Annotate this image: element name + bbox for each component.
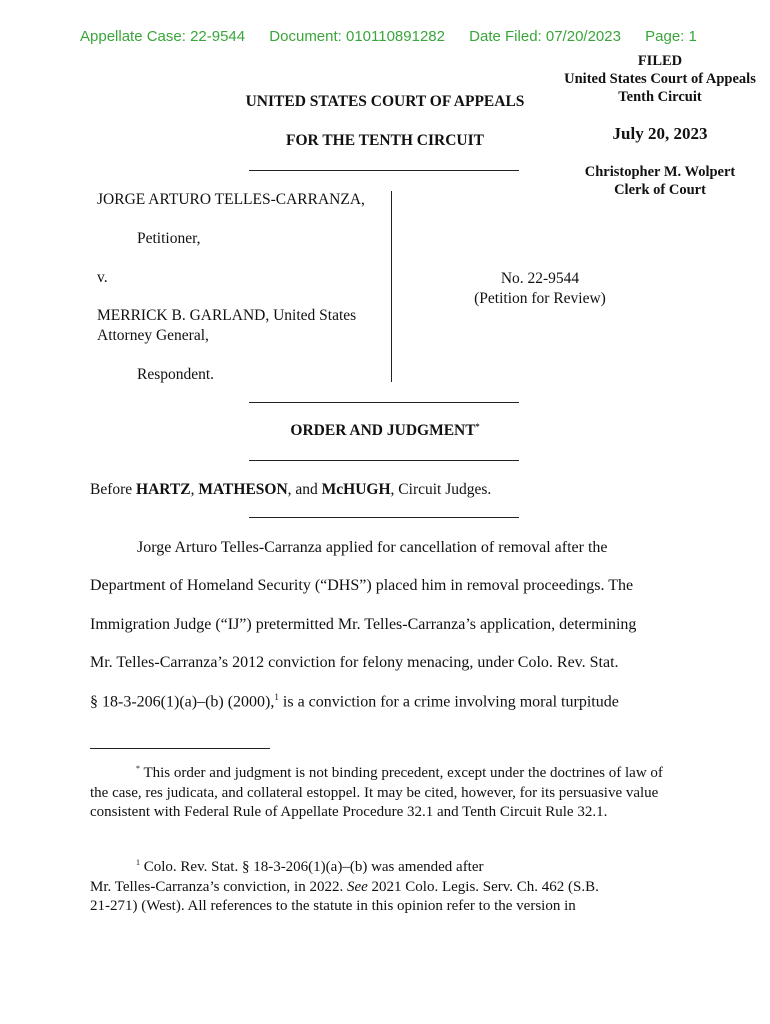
clerk-block: [540, 163, 770, 199]
case-number: Appellate Case: 22-9544: [80, 28, 246, 45]
body-line-4: Mr. Telles-Carranza’s 2012 conviction for felony menacing, under Colo. Rev. Stat.: [90, 654, 619, 671]
caption-divider: [391, 191, 392, 382]
panel-line: [90, 481, 491, 499]
filed-stamp: [540, 52, 770, 106]
circuit-title: FOR THE TENTH CIRCUIT: [286, 132, 484, 149]
ecf-header: [80, 28, 717, 45]
panel-sep-1: ,: [190, 481, 199, 498]
footnote-1-text-2a: Mr. Telles-Carranza’s conviction, in 2022.: [90, 878, 347, 895]
footnote-1-text-1: Colo. Rev. Stat. § 18-3-206(1)(a)–(b) was amended after: [140, 859, 484, 875]
footnote-1: [90, 853, 680, 917]
body-line-5-b: is a conviction for a crime involving moral turpitude: [278, 693, 619, 711]
body-line-3: Immigration Judge (“IJ”) pretermitted Mr. Telles-Carranza’s application, determining: [90, 616, 637, 633]
rule-panel: [249, 517, 519, 518]
judge-matheson: MATHESON: [198, 481, 288, 498]
filed-label: FILED: [637, 53, 683, 69]
order-title-text: ORDER AND JUDGMENT: [290, 422, 476, 440]
footnote-1-line-2: [90, 878, 680, 898]
rule-top: [249, 170, 519, 171]
panel-prefix: Before: [90, 481, 137, 498]
footnote-1-line-1: [90, 853, 680, 878]
judge-mchugh: McHUGH: [321, 481, 391, 498]
footnote-star: [90, 759, 680, 823]
footnote-1-see: See: [346, 878, 368, 895]
court-title: UNITED STATES COURT OF APPEALS: [245, 93, 525, 110]
judge-hartz: HARTZ: [136, 481, 191, 498]
stamp-court: United States Court of Appeals: [564, 71, 756, 87]
respondent-name-1: MERRICK B. GARLAND, United States: [97, 307, 357, 324]
rule-caption: [249, 402, 519, 403]
panel-sep-2: , and: [287, 481, 322, 498]
footnote-1-line-3: 21-271) (West). All references to the statute in this opinion refer to the version in: [90, 898, 576, 914]
petitioner-role: Petitioner,: [137, 230, 201, 247]
footnote-star-text: This order and judgment is not binding precedent, except under the doctrines of law of the case, res judicata, and collateral estoppel. It may be cited, however, for its persuasive value consistent with Federal Rule of Appellate Procedure 32.1 and Tenth Circuit Rule 32.1.: [90, 765, 663, 820]
versus: v.: [97, 269, 108, 286]
date-filed: Date Filed: 07/20/2023: [469, 28, 621, 45]
docket-block: [440, 269, 640, 309]
petitioner-name: JORGE ARTURO TELLES-CARRANZA,: [97, 191, 365, 208]
clerk-title: Clerk of Court: [614, 182, 706, 198]
page-number: Page: 1: [645, 28, 697, 45]
respondent-role: Respondent.: [137, 366, 215, 383]
panel-suffix: , Circuit Judges.: [390, 481, 492, 498]
body-line-2: Department of Homeland Security (“DHS”) placed him in removal proceedings. The: [90, 577, 634, 594]
order-footnote-mark: *: [475, 422, 480, 431]
order-title: [230, 422, 540, 440]
body-line-1: Jorge Arturo Telles-Carranza applied for cancellation of removal after the: [137, 539, 608, 556]
clerk-name: Christopher M. Wolpert: [584, 164, 736, 180]
respondent-name-2: Attorney General,: [97, 327, 209, 344]
docket-type: (Petition for Review): [474, 290, 606, 307]
footnote-1-mark: 1: [136, 858, 140, 867]
docket-number: No. 22-9544: [500, 270, 580, 287]
footnote-1-text-2b: 2021 Colo. Legis. Serv. Ch. 462 (S.B.: [367, 878, 599, 895]
stamp-circuit: Tenth Circuit: [618, 89, 702, 105]
footnote-rule: [90, 748, 270, 749]
footnote-ref-1: 1: [274, 692, 279, 702]
body-line-5-a: § 18-3-206(1)(a)–(b) (2000),: [90, 693, 275, 711]
footnote-star-mark: *: [136, 764, 140, 773]
document-number: Document: 010110891282: [269, 28, 445, 45]
body-line-5: [90, 692, 619, 711]
rule-order: [249, 460, 519, 461]
filed-date: July 20, 2023: [612, 124, 708, 143]
